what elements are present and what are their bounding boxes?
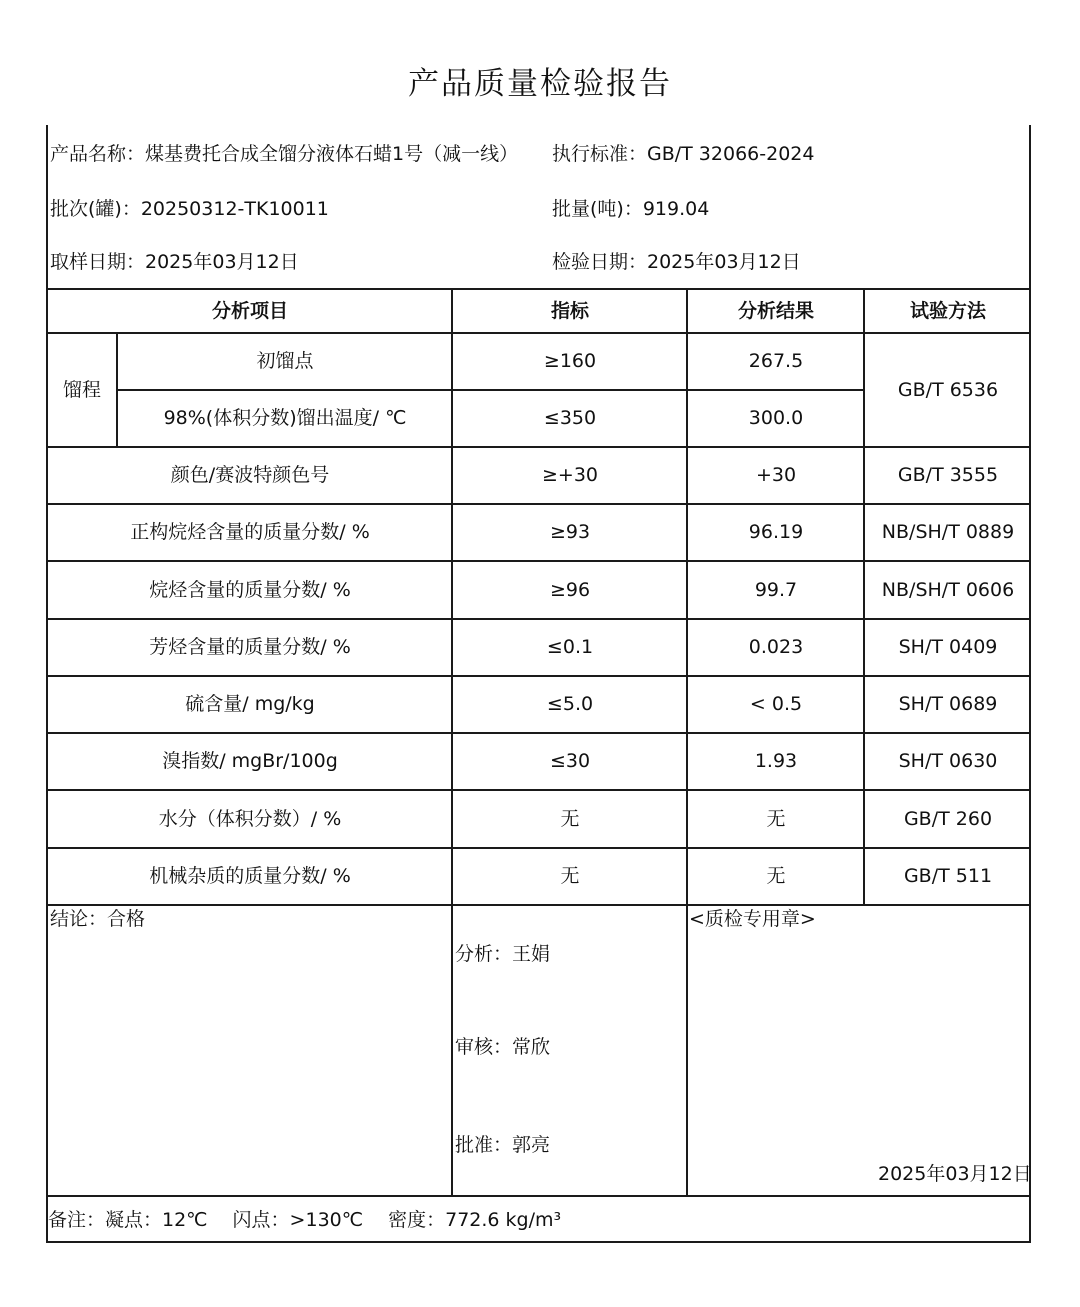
row-item: 水分（体积分数）/ % xyxy=(158,808,342,830)
row-method: GB/T 6536 xyxy=(897,379,999,401)
product-name: 产品名称：煤基费托合成全馏分液体石蜡1号（减一线） xyxy=(50,143,519,165)
header-bottom-line xyxy=(46,332,1031,334)
stamp-label: <质检专用章> xyxy=(689,908,816,930)
row-item: 98%(体积分数)馏出温度/ ℃ xyxy=(163,407,407,429)
column-line xyxy=(451,288,453,1197)
row-method: GB/T 511 xyxy=(903,865,993,887)
row-spec: ≤350 xyxy=(543,407,597,429)
column-header-result: 分析结果 xyxy=(737,300,815,322)
batch-quantity: 批量(吨)：919.04 xyxy=(552,198,710,220)
row-spec: 无 xyxy=(560,808,580,830)
row-result: 无 xyxy=(766,865,786,887)
row-line xyxy=(46,503,1031,505)
row-item: 机械杂质的质量分数/ % xyxy=(149,865,351,887)
row-method: NB/SH/T 0889 xyxy=(881,521,1015,543)
row-result: +30 xyxy=(755,464,797,486)
column-line xyxy=(863,288,865,905)
row-spec: ≥160 xyxy=(543,350,597,372)
row-result: < 0.5 xyxy=(749,693,803,715)
approver: 批准：郭亮 xyxy=(455,1134,551,1156)
table-bottom-line xyxy=(46,904,1031,906)
row-line xyxy=(46,847,1031,849)
column-header-spec: 指标 xyxy=(550,300,590,322)
inspection-date: 检验日期：2025年03月12日 xyxy=(552,251,801,273)
row-result: 0.023 xyxy=(748,636,804,658)
stamp-date: 2025年03月12日 xyxy=(878,1163,1032,1185)
row-result: 96.19 xyxy=(748,521,804,543)
remarks-top-line xyxy=(46,1195,1031,1197)
row-line xyxy=(46,446,1031,448)
row-result: 1.93 xyxy=(754,750,798,772)
reviewer: 审核：常欣 xyxy=(455,1036,551,1058)
frame-bottom-line xyxy=(46,1241,1031,1243)
column-header-item: 分析项目 xyxy=(211,300,289,322)
column-header-method: 试验方法 xyxy=(909,300,987,322)
row-method: SH/T 0630 xyxy=(898,750,998,772)
row-spec: ≥96 xyxy=(549,579,591,601)
column-line xyxy=(686,288,688,1197)
frame-left-line xyxy=(46,125,48,1243)
batch-number: 批次(罐)：20250312-TK10011 xyxy=(50,198,329,220)
row-spec: ≤30 xyxy=(549,750,591,772)
row-item: 硫含量/ mg/kg xyxy=(185,693,315,715)
table-top-line xyxy=(46,288,1031,290)
row-item: 正构烷烃含量的质量分数/ % xyxy=(130,521,370,543)
remarks: 备注：凝点：12℃ 闪点：>130℃ 密度：772.6 kg/m³ xyxy=(48,1209,562,1231)
group-split-line xyxy=(116,389,864,391)
row-item: 初馏点 xyxy=(256,350,314,372)
group-label: 馏程 xyxy=(62,379,102,401)
row-spec: ≤0.1 xyxy=(546,636,594,658)
row-item: 芳烃含量的质量分数/ % xyxy=(149,636,351,658)
row-method: SH/T 0409 xyxy=(898,636,998,658)
row-spec: ≥+30 xyxy=(541,464,599,486)
analyst: 分析：王娟 xyxy=(455,943,551,965)
row-method: SH/T 0689 xyxy=(898,693,998,715)
row-item: 颜色/赛波特颜色号 xyxy=(170,464,330,486)
row-spec: 无 xyxy=(560,865,580,887)
sampling-date: 取样日期：2025年03月12日 xyxy=(50,251,299,273)
group-column-line xyxy=(116,332,118,447)
row-result: 99.7 xyxy=(754,579,798,601)
row-line xyxy=(46,789,1031,791)
row-item: 溴指数/ mgBr/100g xyxy=(162,750,338,772)
row-spec: ≥93 xyxy=(549,521,591,543)
frame-right-line xyxy=(1029,125,1031,1243)
row-line xyxy=(46,732,1031,734)
row-line xyxy=(46,675,1031,677)
row-method: GB/T 3555 xyxy=(897,464,999,486)
row-method: NB/SH/T 0606 xyxy=(881,579,1015,601)
row-spec: ≤5.0 xyxy=(546,693,594,715)
row-line xyxy=(46,618,1031,620)
row-result: 300.0 xyxy=(748,407,804,429)
page-title: 产品质量检验报告 xyxy=(408,66,672,102)
row-method: GB/T 260 xyxy=(903,808,993,830)
conclusion: 结论：合格 xyxy=(50,908,146,930)
execution-standard: 执行标准：GB/T 32066-2024 xyxy=(552,143,815,165)
row-line xyxy=(46,560,1031,562)
row-item: 烷烃含量的质量分数/ % xyxy=(149,579,351,601)
row-result: 267.5 xyxy=(748,350,804,372)
row-result: 无 xyxy=(766,808,786,830)
